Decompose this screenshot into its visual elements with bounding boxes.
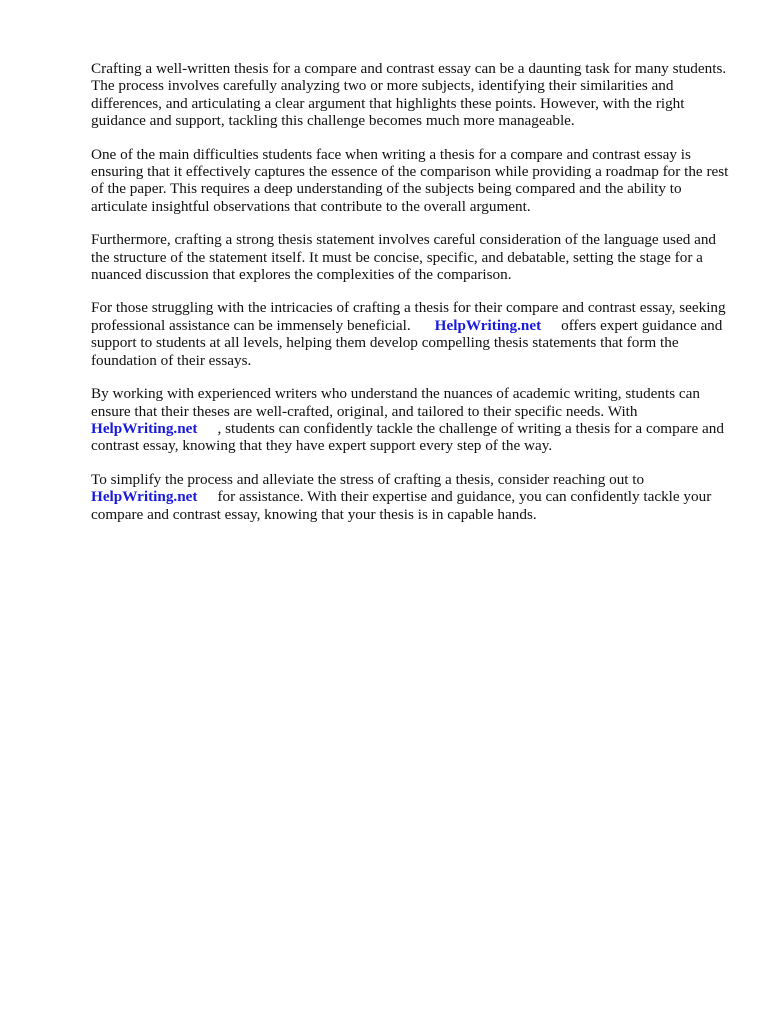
paragraph-intro: Crafting a well-written thesis for a compare and contrast essay can be a daunting task for many students. The process involves carefully analyzing two or more subjects, identifying their similarities and differences, and articulating a clear argument that highlights these points. However, with the right guidance and support, tackling this challenge becomes much more manageable. — [91, 60, 727, 130]
document-body — [91, 60, 731, 539]
paragraph-text: , students can confidently tackle the challenge of writing a thesis for a compare and contrast essay, knowing that they have expert support every step of the way. — [91, 419, 724, 455]
paragraph-text: By working with experienced writers who understand the nuances of academic writing, students can ensure that their theses are well-crafted, original, and tailored to their specific needs. With — [91, 385, 701, 420]
paragraph-text: offers expert guidance and support to students at all levels, helping them develop compelling thesis statements that form the foundation of their essays. — [91, 316, 723, 369]
paragraph-text: for assistance. With their expertise and guidance, you can confidently tackle your compare and contrast essay, knowing that your thesis is in capable hands. — [91, 488, 712, 523]
helpwriting-link[interactable]: HelpWriting.net — [91, 419, 198, 437]
paragraph-experienced-writers — [91, 385, 731, 455]
paragraph-text: For those struggling with the intricacies of crafting a thesis for their compare and contrast essay, seeking professional assistance can be immensely beneficial. — [91, 299, 726, 334]
paragraph-text: To simplify the process and alleviate the stress of crafting a thesis, consider reaching out to — [91, 470, 645, 488]
paragraph-conclusion — [91, 471, 731, 523]
paragraph-difficulties: One of the main difficulties students face when writing a thesis for a compare and contrast essay is ensuring that it effectively captures the essence of the comparison while providing a roadmap for the rest of the paper. This requires a deep understanding of the subjects being compared and the ability to articulate insightful observations that contribute to the overall argument. — [91, 145, 729, 215]
paragraph-thesis-statement: Furthermore, crafting a strong thesis statement involves careful consideration of the language used and the structure of the statement itself. It must be concise, specific, and debatable, setting the stage for a nuanced discussion that explores the complexities of the comparison. — [91, 231, 717, 284]
helpwriting-link[interactable]: HelpWriting.net — [434, 316, 542, 334]
helpwriting-link[interactable]: HelpWriting.net — [91, 488, 198, 506]
paragraph-professional-assistance — [91, 299, 731, 369]
